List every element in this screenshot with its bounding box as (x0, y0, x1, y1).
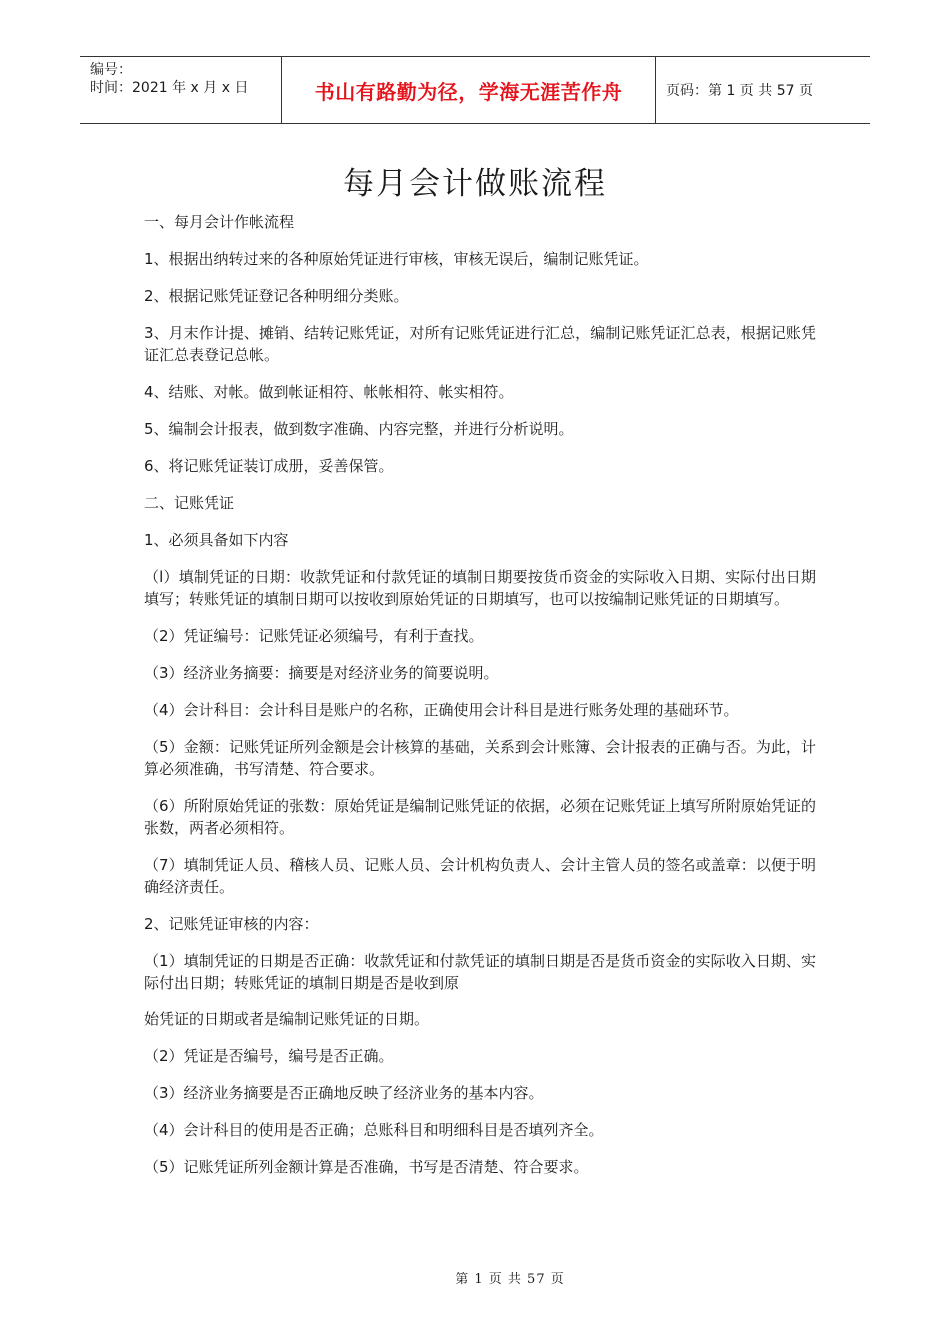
document-title: 每月会计做账流程 (343, 166, 607, 202)
paragraph: （4）会计科目的使用是否正确；总账科目和明细科目是否填列齐全。 (144, 1121, 604, 1139)
paragraph: （6）所附原始凭证的张数：原始凭证是编制记账凭证的依据，必须在记账凭证上填写所附原始凭证的张数，两者必须相符。 (144, 797, 816, 837)
paragraph: 2、记账凭证审核的内容： (144, 915, 319, 933)
paragraph: 一、每月会计作帐流程 (144, 213, 295, 231)
paragraph: （2）凭证是否编号，编号是否正确。 (144, 1047, 394, 1065)
header-motto: 书山有路勤为径，学海无涯苦作舟 (282, 57, 656, 123)
header-page-info: 页码：第 1 页 共 57 页 (666, 83, 813, 99)
paragraph: （4）会计科目：会计科目是账户的名称，正确使用会计科目是进行账务处理的基础环节。 (144, 701, 739, 719)
serial-label: 编号： (90, 62, 132, 78)
paragraph: （5）记账凭证所列金额计算是否准确，书写是否清楚、符合要求。 (144, 1158, 589, 1176)
paragraph: 1、必须具备如下内容 (144, 531, 289, 549)
paragraph: （5）金额：记账凭证所列金额是会计核算的基础，关系到会计账簿、会计报表的正确与否。为此，计算必须准确，书写清楚、符合要求。 (144, 738, 816, 778)
paragraph: 2、根据记账凭证登记各种明细分类账。 (144, 287, 409, 305)
paragraph: 始凭证的日期或者是编制记账凭证的日期。 (144, 1010, 430, 1028)
paragraph: 4、结账、对帐。做到帐证相符、帐帐相符、帐实相符。 (144, 383, 514, 401)
page-footer: 第 1 页 共 57 页 (455, 1272, 565, 1287)
paragraph: 5、编制会计报表，做到数字准确、内容完整，并进行分析说明。 (144, 420, 574, 438)
paragraph: （2）凭证编号：记账凭证必须编号，有利于查找。 (144, 627, 484, 645)
page-header (80, 56, 870, 124)
paragraph: （3）经济业务摘要：摘要是对经济业务的简要说明。 (144, 664, 499, 682)
time-label: 时间：2021 年 x 月 x 日 (90, 80, 249, 96)
document-body (144, 211, 816, 1193)
paragraph: （7）填制凭证人员、稽核人员、记账人员、会计机构负责人、会计主管人员的签名或盖章：以便于明确经济责任。 (144, 856, 816, 896)
header-meta (80, 57, 282, 123)
paragraph: （1）填制凭证的日期是否正确：收款凭证和付款凭证的填制日期是否是货币资金的实际收入日期、实际付出日期；转账凭证的填制日期是否是收到原 (144, 952, 816, 992)
paragraph: 3、月末作计提、摊销、结转记账凭证，对所有记账凭证进行汇总，编制记账凭证汇总表，根据记账凭证汇总表登记总帐。 (144, 324, 816, 364)
paragraph: 1、根据出纳转过来的各种原始凭证进行审核，审核无误后，编制记账凭证。 (144, 250, 649, 268)
paragraph: 二、记账凭证 (144, 494, 235, 512)
paragraph: （l）填制凭证的日期：收款凭证和付款凭证的填制日期要按货币资金的实际收入日期、实际付出日期填写；转账凭证的填制日期可以按收到原始凭证的日期填写，也可以按编制记账凭证的日期填写。 (144, 568, 816, 608)
paragraph: （3）经济业务摘要是否正确地反映了经济业务的基本内容。 (144, 1084, 544, 1102)
paragraph: 6、将记账凭证装订成册，妥善保管。 (144, 457, 394, 475)
